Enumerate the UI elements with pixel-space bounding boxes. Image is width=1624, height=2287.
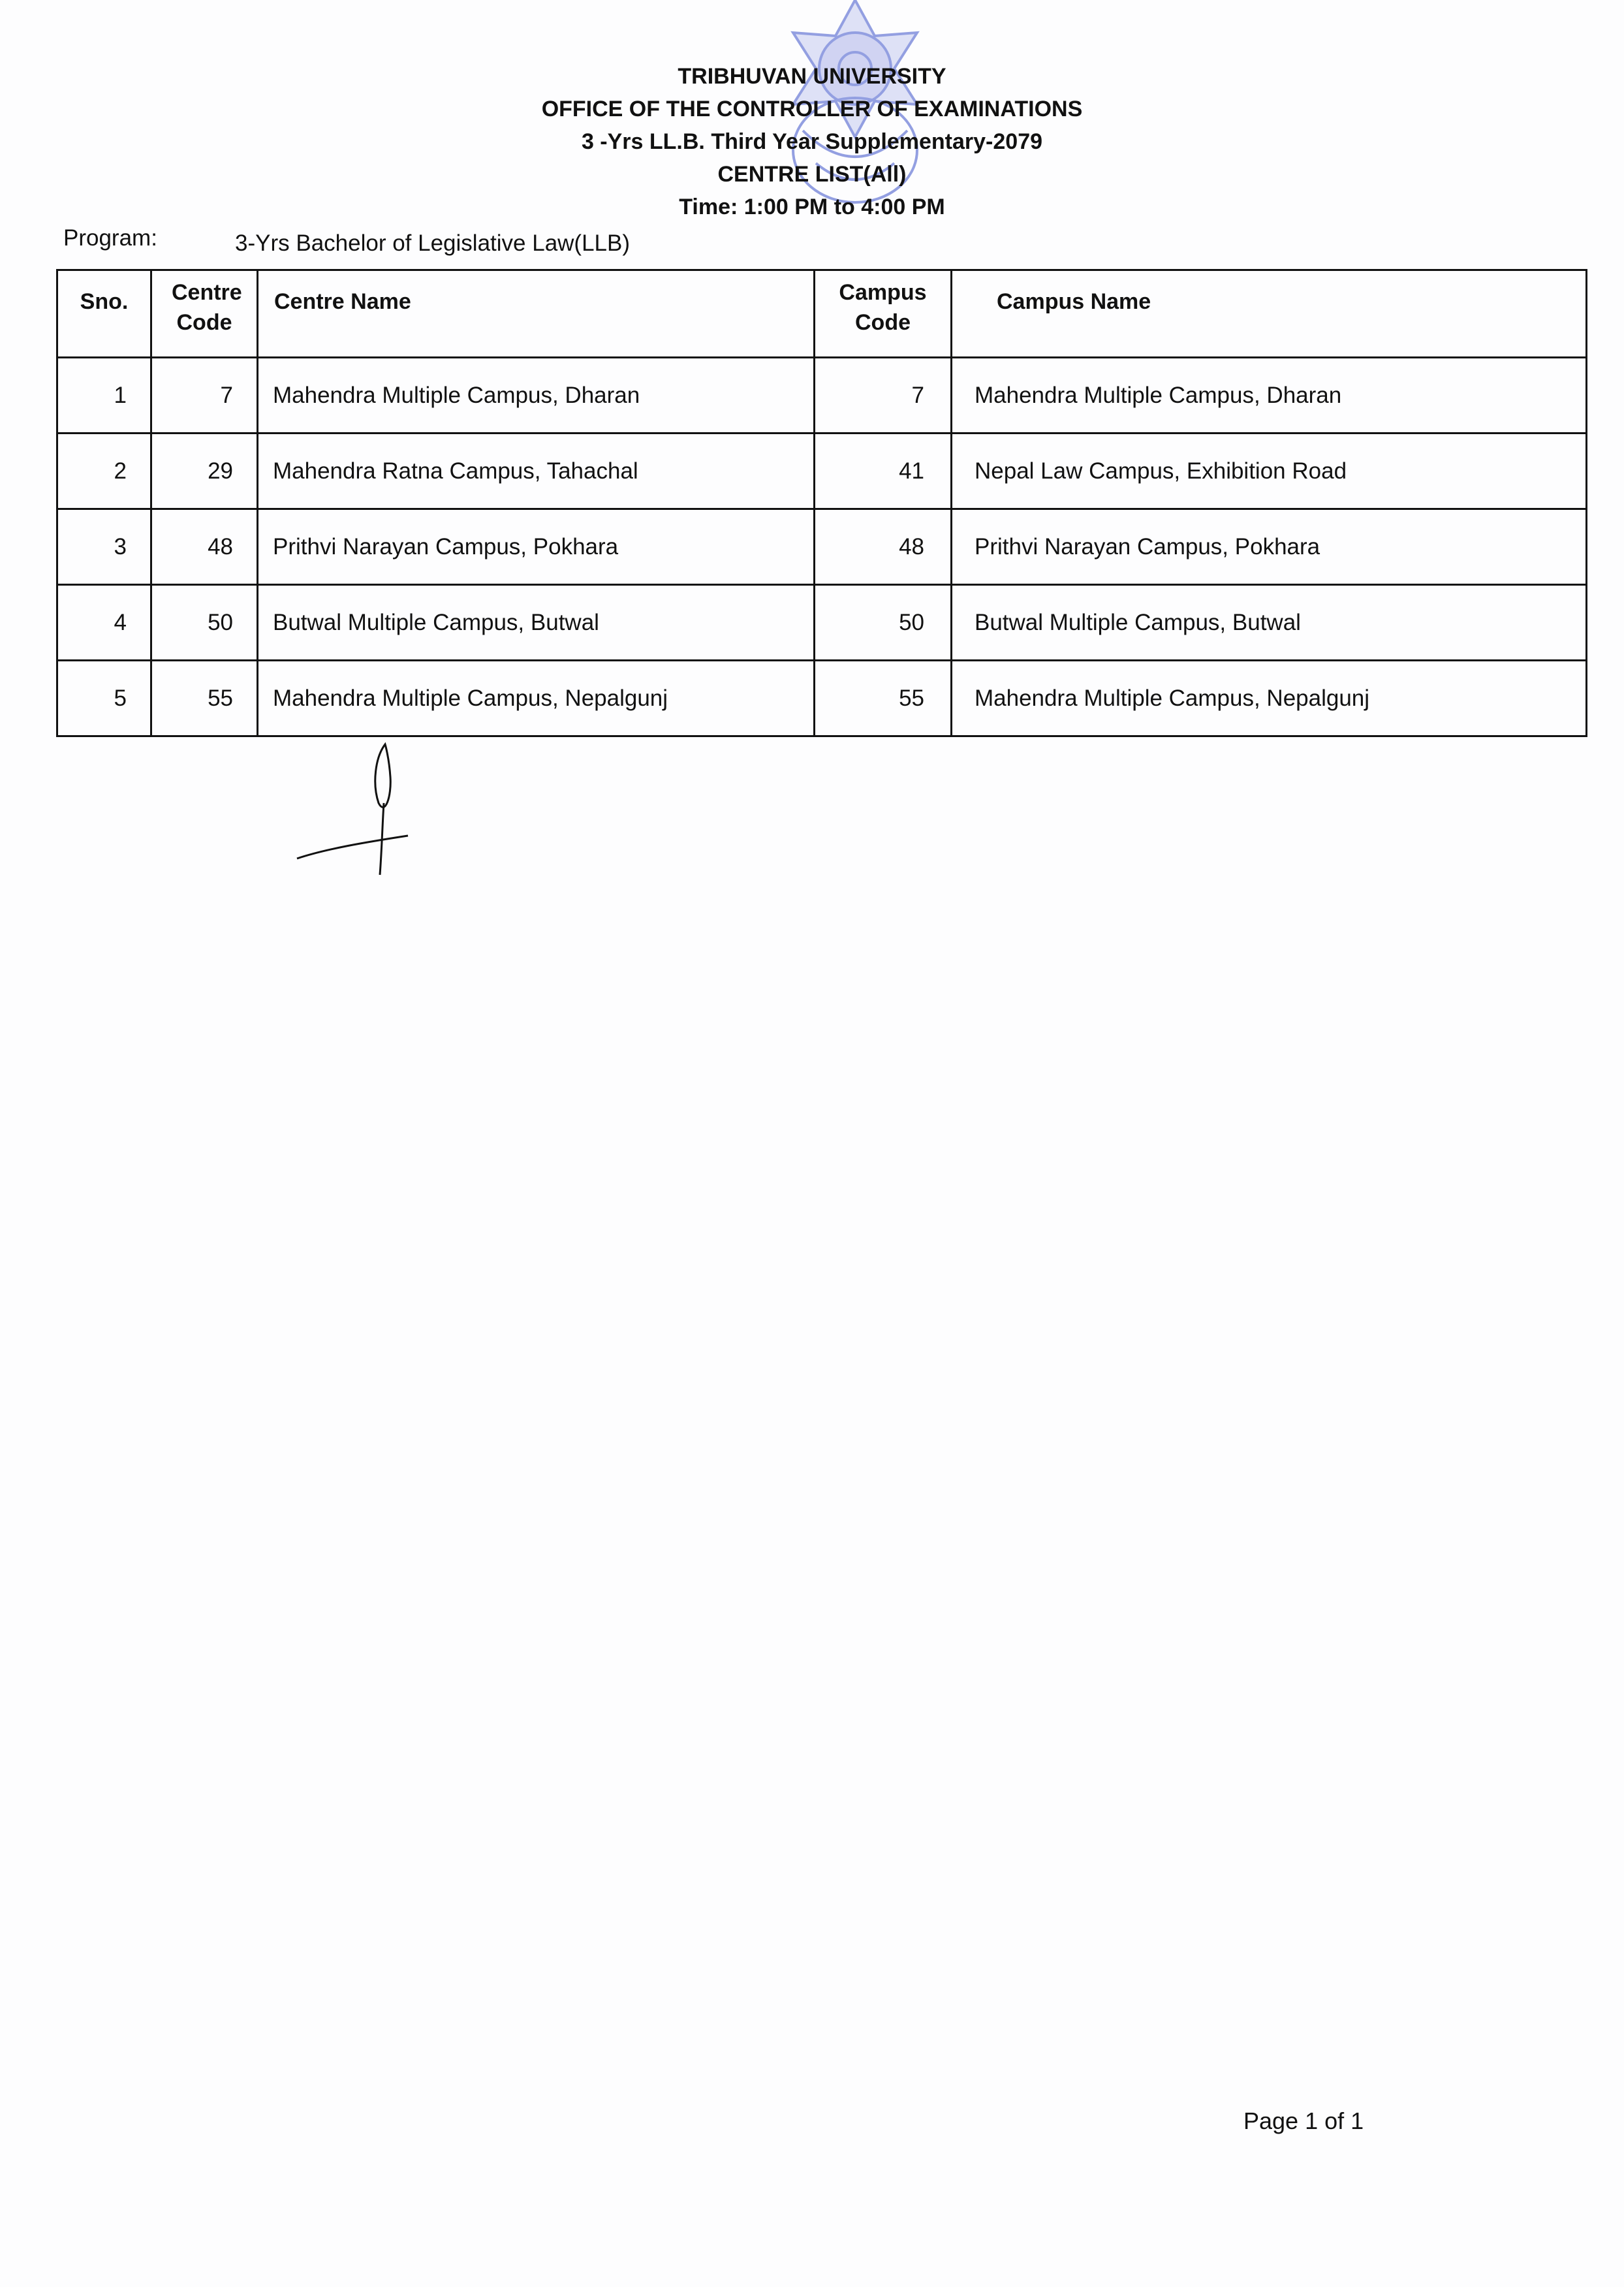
cell-campus-code: 41: [815, 434, 952, 509]
list-title: CENTRE LIST(All): [717, 162, 907, 187]
column-header-sno: Sno.: [57, 270, 151, 358]
cell-centre-code: 48: [151, 509, 258, 585]
page-number: Page 1 of 1: [1243, 2107, 1364, 2134]
cell-campus-code: 50: [815, 585, 952, 661]
table-row: [57, 434, 1587, 509]
program-value: 3-Yrs Bachelor of Legislative Law(LLB): [235, 230, 631, 256]
column-header-centre-name: Centre Name: [258, 270, 815, 358]
cell-campus-name: Mahendra Multiple Campus, Nepalgunj: [952, 661, 1587, 736]
cell-sno: 1: [57, 358, 151, 434]
cell-campus-name: Prithvi Narayan Campus, Pokhara: [952, 509, 1587, 585]
handwritten-signature-icon: [287, 738, 418, 881]
table-row: [57, 509, 1587, 585]
column-header-campus-code: [815, 270, 952, 358]
cell-campus-code: 55: [815, 661, 952, 736]
exam-time: Time: 1:00 PM to 4:00 PM: [679, 195, 945, 219]
cell-centre-code: 7: [151, 358, 258, 434]
cell-campus-name: Mahendra Multiple Campus, Dharan: [952, 358, 1587, 434]
cell-centre-name: Mahendra Multiple Campus, Dharan: [258, 358, 815, 434]
column-header-campus-code-text: Campus Code: [839, 280, 927, 335]
column-header-centre-code-text: Centre Code: [172, 280, 242, 335]
cell-campus-name: Butwal Multiple Campus, Butwal: [952, 585, 1587, 661]
cell-sno: 2: [57, 434, 151, 509]
cell-centre-name: Prithvi Narayan Campus, Pokhara: [258, 509, 815, 585]
cell-centre-code: 29: [151, 434, 258, 509]
cell-centre-name: Butwal Multiple Campus, Butwal: [258, 585, 815, 661]
table-row: [57, 358, 1587, 434]
program-label: Program:: [63, 225, 157, 251]
cell-sno: 3: [57, 509, 151, 585]
column-header-centre-code: [151, 270, 258, 358]
centre-list-table: [56, 269, 1587, 737]
document-header: [0, 60, 1624, 223]
university-name: TRIBHUVAN UNIVERSITY: [678, 64, 946, 89]
cell-centre-name: Mahendra Multiple Campus, Nepalgunj: [258, 661, 815, 736]
cell-centre-code: 55: [151, 661, 258, 736]
table-row: [57, 661, 1587, 736]
cell-centre-code: 50: [151, 585, 258, 661]
cell-campus-code: 48: [815, 509, 952, 585]
cell-campus-name: Nepal Law Campus, Exhibition Road: [952, 434, 1587, 509]
cell-sno: 5: [57, 661, 151, 736]
office-name: OFFICE OF THE CONTROLLER OF EXAMINATIONS: [541, 97, 1083, 121]
table-row: [57, 585, 1587, 661]
exam-title: 3 -Yrs LL.B. Third Year Supplementary-2079: [581, 129, 1043, 154]
column-header-campus-name: Campus Name: [952, 270, 1587, 358]
cell-campus-code: 7: [815, 358, 952, 434]
cell-sno: 4: [57, 585, 151, 661]
cell-centre-name: Mahendra Ratna Campus, Tahachal: [258, 434, 815, 509]
table-header-row: [57, 270, 1587, 358]
